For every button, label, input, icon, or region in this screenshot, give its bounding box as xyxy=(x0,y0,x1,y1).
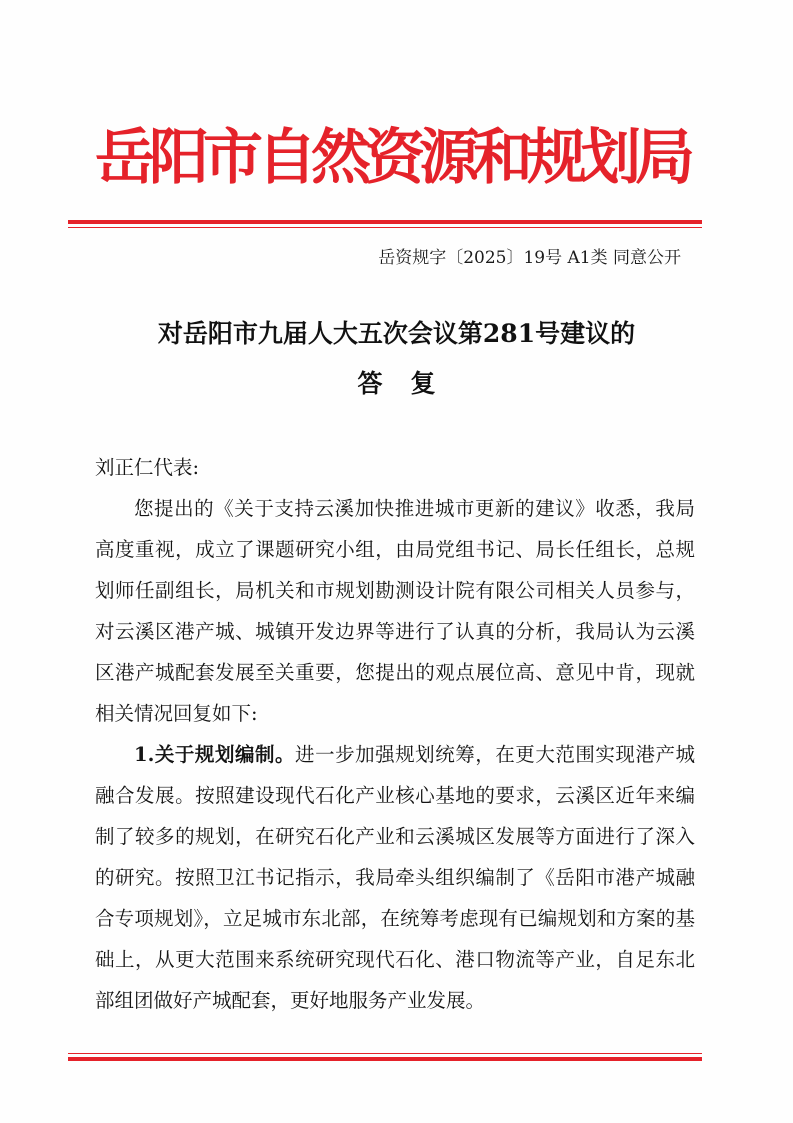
document-heading-line2: 答复 xyxy=(357,369,464,398)
org-title: 岳阳市自然资源和规划局 xyxy=(95,123,689,193)
body-paragraph-1: 您提出的《关于支持云溪加快推进城市更新的建议》收悉，我局高度重视，成立了课题研究小组，由局党组书记、局长任组长，总规划师任副组长，局机关和市规划勘测设计院有限公司相关人员参与，对云溪区港产城、城镇开发边界等进行了认真的分析，我局认为云溪区港产城配套发展至关重要，您提出的观点展位高、意见中肯，现就相关情况回复如下: xyxy=(95,497,695,725)
body-paragraph-2 xyxy=(95,734,695,1021)
salutation: 刘正仁代表: xyxy=(95,456,200,479)
document-body xyxy=(95,447,695,1021)
header-rule-thick xyxy=(68,220,702,224)
header-red-rule xyxy=(68,220,702,228)
footer-red-rule xyxy=(68,1053,702,1061)
header-rule-thin xyxy=(68,227,702,228)
paragraph-2-lead: 1.关于规划编制。 xyxy=(134,743,296,766)
footer-rule-thin xyxy=(68,1053,702,1054)
document-heading-line1: 对岳阳市九届人大五次会议第281号建议的 xyxy=(157,319,636,348)
paragraph-2-text: 进一步加强规划统筹，在更大范围实现港产城融合发展。按照建设现代石化产业核心基地的要求，云溪区近年来编制了较多的规划，在研究石化产业和云溪城区发展等方面进行了深入的研究。按照卫江书记指示，我局牵头组织编制了《岳阳市港产城融合专项规划》，立足城市东北部，在统筹考虑现有已编规划和方案的基础上，从更大范围来系统研究现代石化、港口物流等产业，自足东北部组团做好产城配套，更好地服务产业发展。 xyxy=(95,743,695,1012)
document-number: 岳资规字〔2025〕19号 A1类 同意公开 xyxy=(378,248,681,268)
footer-rule-thick xyxy=(68,1057,702,1061)
